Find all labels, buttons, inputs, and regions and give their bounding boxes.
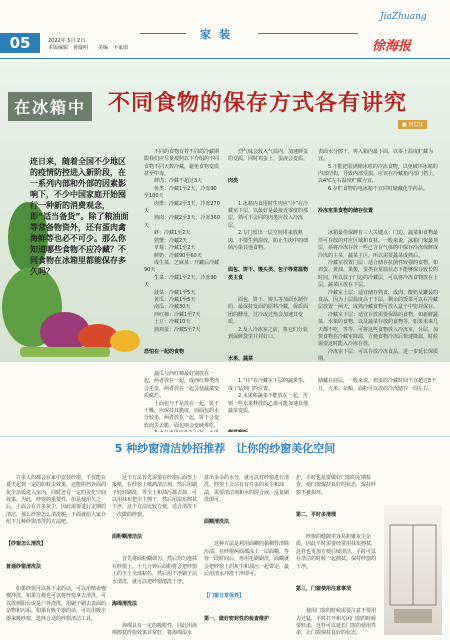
pepper-icon — [110, 330, 140, 352]
lead-paragraph: 连日来，随着全国不少地区的疫情防控进入新阶段，在一系列内部和外部的因素影响下，不少中国家庭开始囤行一种新的消费观念，即“适当备货”。除了粮油面等常备物资外，还有蛋肉禽海鲜等也必不可少。那么你知道哪些食物不应冷藏？不同食物在冰箱里都能保存多久吗？ — [30, 157, 129, 276]
banner-title-right: 不同食物的保存方式各有讲究 — [108, 91, 408, 116]
bottom-column-4 — [296, 460, 380, 636]
bottom-article-title: 5 种纱窗清洁妙招推荐 让你的纱窗美化空间 — [114, 442, 336, 455]
column-text: 使用门窗的时候需要注意不要用力过猛，平时打开和关闭门窗的时候要轻柔，这样可以延长门窗的使用寿命，让门窗保持良好的状态。 — [296, 608, 377, 636]
column-subhead — [228, 430, 310, 432]
column-subhead: 【门窗日常保养】 — [204, 593, 245, 600]
column-subhead: 面包、饼干、馒头类、包子等常温物类主食 — [228, 267, 309, 281]
column-text: 冰箱最佳保鲜有三大关键点：门边、蔬菜和食物最佳可存放的对应区域和食材。一般来说，冰箱门架最顶层，须将冷冻存放一些已含有气体的中保存冷冻保鲜成冷冻的主菜，蔬菜主区，所以需要蔬菜成熟后。 冷藏室放置门层：适合储存抗菌性较强的食物，如鸡蛋、黄油、果酱，蛋类在常温状态下能够保存较长的时间，所以放于门边的冷藏层，可以将冷冻食物放在上层，蔬菜区放在下层。 冷藏室上层：适宜储存熟食、成肉、酸奶及罐装的食品、因为上层温度高于下层，剩余的饭菜可以在冷藏层放置一两天，成熟冷藏食物可放入盒子中密封保存。 冷藏室下层：适宜存放需要保温的食物，如新鲜蔬菜、水果的食物、以及蔬菜存放的食物等，如果未来几天都不吃，等等，可将这些食物放入冷冻室，分层，加快食物在冷藏室降温，方便食物冷冻后快速降温，时候需要这时能入冷冻存放。 冷冻室下层：可以存放冷冻食品，进一步延长保质期。 — [318, 230, 439, 363]
date-line: 2022年 5月 2日 — [48, 38, 86, 44]
bottom-column-1 — [6, 460, 106, 636]
column-text: 首先将面粉糊调匀，然后均匀地抹在纱窗上，十几分钟后面粉将会把纱窗上的尘土全部粘住，然后用干净刷子沾水清洗，就可以把纱窗清洗干净。 — [112, 556, 198, 585]
brand-name: 徐海报 — [372, 39, 412, 54]
column-text: 海绵具有一定的吸附性，同此用海绵擦拭纱窗效果非常好，将海绵湿水 — [112, 622, 198, 636]
header-rule-right — [258, 33, 358, 34]
column-text: 面包、饼干、馒头等加面水制作的，最保持发面的原料冷藏，保质面团的酵母，过冷或过热会加速其变质。 2.及入冷冻室之前，将它们分装到保鲜袋里并封好口。 — [228, 296, 309, 340]
cucumber-icon — [20, 347, 110, 357]
bottom-column-2 — [112, 460, 198, 636]
column-text: 护，平时也是要做好门窗的定期检查，使门窗保持良好的状态，保持纱窗不被损坏。 — [296, 474, 377, 496]
author-tag: ■ 何思宜 — [398, 120, 427, 129]
column-subhead: 第二，平时多清理 — [296, 511, 337, 518]
column-text: 许多人的都会在家中安装纱窗，不仅能在夏天起到一定的防蚊虫效果，还能阻挡外面的灰尘杂质进入室内，同时还有一定的美化空间效果。为此，纱窗的重要性，但是使用久之后，上面会有许多灰尘。因此需要进行定期的清洁，那么纱窗怎么清洗呢，下面就给大家介绍下几种纱窗清洗的方法吧。 — [6, 474, 106, 526]
issue-number: 05 — [0, 33, 40, 53]
column-subhead: 冷冻室里食物的储存位置 — [318, 208, 374, 215]
bottom-column-3 — [204, 460, 290, 636]
column-subhead: 第一，做好密封性的检查维护 — [204, 615, 270, 622]
column-subhead: 【纱窗怎么清洗】 — [6, 541, 47, 548]
column-text: 蔬瓜与西红柿最好别放在一起，两者放在一起，成西红柿类肉会毛蛋，两者放在一起会使蔬菜变质腐烂。 上面包与于是放在一起，饼干干燥，应保持其脆度，而面包的水分较多，两者放在一起，饼干会变软而失去脆。面包则会变硬难吃。 — [144, 371, 220, 429]
column-subhead: 肉类 — [228, 178, 239, 185]
column-text: 储藏在底层，一般来说，鸡蛋的冷藏时间不宜超过8个月，大米、杂粮、面粉可以放的冷冻储存一周左右。 — [318, 378, 437, 392]
column-text: 不同的食物有着不同的冷藏期限我们应尽量按照以下介绍的不同食物不同天数冷藏，避免食物变质甚至中毒。 鲜肉：冷藏不超过3天 鱼类：冷藏1至2天，冷冻90至180天 肉排：冷藏2至3天，冷冻270天 熟肉：冷藏2至3天，冷冻360天 虾：冷藏1至2天 熟蟹：冷藏2天 草莓：冷藏1至2天 鲜奶：冷藏90至60天 成生菜、芝麻菜：开罐后冷藏90天 生菜：冷藏1至2天，冷冻90天 菠菜：冷藏1至5天 黄瓜：冷藏1至5天 南瓜：冷藏30天 西红柿：冷藏1至7天 土豆：冷藏10天 熟鸡蛋：冷藏5至7天 — [144, 148, 220, 333]
editor-line: 本版编辑 黄璇明 美编 卜家雨 — [48, 45, 129, 51]
column-subhead: 第三，门窗使用注意事项 — [296, 585, 352, 592]
article-column-3 — [318, 134, 442, 432]
brand-pinyin: JiaZhuang — [380, 12, 427, 22]
column-text: 1.冰箱内食用时生肉应“冷”在冷藏室下层，以最好是最接近零度的那层，熟可不会同的肉类应放入冷冻层。 2.专门留出一层空间用来放熟肉，不要生熟混放，防止生肉中的细菌污染其他食物。 — [228, 200, 309, 252]
header-bottom-rule — [0, 58, 450, 59]
column-text: 纱窗的缝隙里容易积聚灰尘杂质，因此平时需要经常用抹布擦拭，这样也更加方便后续清洁，平时可以在清洁的时候一起擦拭，保持纱窗的干净。 — [296, 534, 377, 570]
header-rule-left — [140, 33, 186, 34]
column-text: 挤出多余的水分，就可以对纱窗进行清洗，纱窗上会沾有有许多的灰尘和油渍，需要清洁剂和水的混合液，反复刷洗即可。 — [204, 474, 290, 504]
column-text: 这个方法首先需要在纱窗后面垫上报纸，在纱窗上喷洒清洁剂，然后用刷子轻轻刷洗，等尘土和油污都去掉，可以用抹布把尘土擦干，然后用湿布擦拭干净，这个方法比较方便，适合清洗下一次做的纱窗。 — [112, 474, 198, 518]
column-subhead: 海绵清洗法 — [112, 600, 138, 607]
column-subhead: 普通纱窗清洗法 — [6, 563, 42, 570]
header-info — [48, 38, 128, 52]
section-title: 家装 — [200, 28, 238, 41]
column-subhead: 面糊清洗法 — [204, 519, 230, 526]
column-subhead: 水果、蔬菜 — [228, 356, 254, 363]
column-text: 这种方法是利用面糊的黏稠性清除污渍，在纱窗两面都涂上一层面糊，等待一段时间后，再用毛刷刷洗，面糊就会把纱窗上的灰尘和油污一起带走，最后用清水冲洗干净即可。 — [204, 541, 290, 578]
column-text: 如果纱窗可以拆下来的话，可以用喷壶慢慢冲洗，如果方便也可以将纱窗拿去清洗，可以放到阳台或是户外浇洗，用刷子刷去表面的杂物和污垢。如果有吸尘器的话，可以用吸尘器来吸纱窗，选择合适的纱窗清洁工具。 — [6, 585, 106, 622]
column-text: 烈气味会较入气温内，加速鲜蛋的变质，同时鸡蛋上，蛋液会变质。 — [228, 148, 309, 163]
column-text: 1.“住”在冷藏室下层的蔬果里，成了钻到门的位置。 2.水果和蔬菜不能放在一起，否则一些水果释放的乙烯可能加速其他蔬菜变质。 — [228, 378, 309, 415]
column-text: 表面水分擦干，再入箱内最下面，以零上温度贮藏为宜。 5.不能把装满储冰机的冷冻食物，以免破坏冰箱的内部结构，导致内部受损，应该在冷藏箱内部门档上，以4℃左右温度贮藏为宜。 6.存贮食物的电冰箱不宜同时储藏化学药品。 — [318, 148, 439, 192]
window-illustration-icon — [384, 505, 442, 635]
banner-title-left: 在冰箱中 — [8, 92, 92, 121]
article-column-1 — [144, 134, 220, 432]
column-subhead: 恐怕在一起的食物 — [144, 348, 185, 355]
window-screen-photo — [384, 505, 442, 635]
section-divider — [0, 436, 450, 437]
column-subhead: 面粉糊清洁法 — [112, 534, 143, 541]
article-column-2 — [228, 134, 310, 432]
